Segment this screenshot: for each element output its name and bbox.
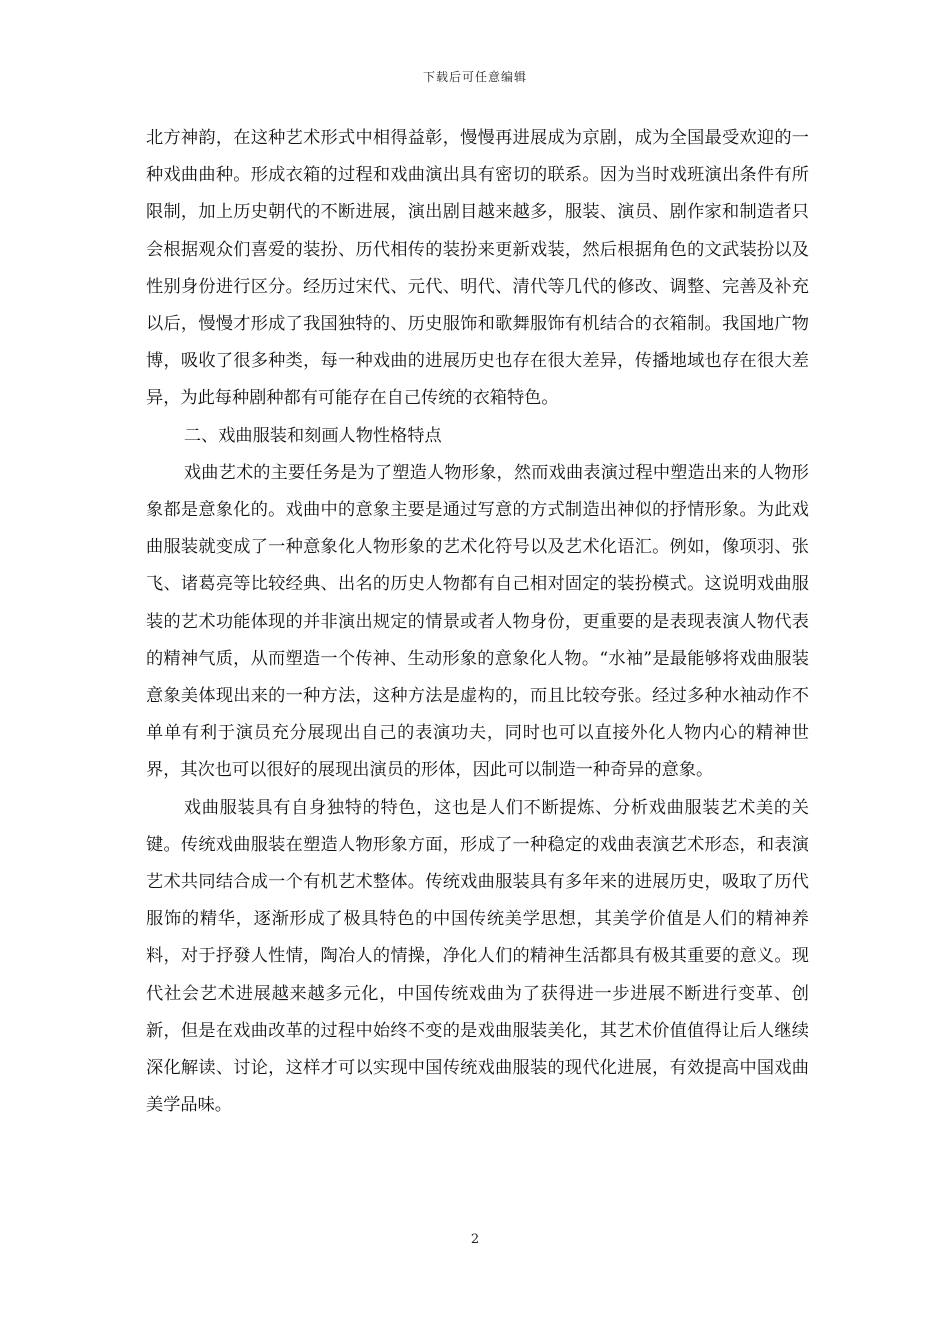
page-number: 2 [470,1232,480,1247]
page-header: 下载后可任意编辑 [422,70,527,84]
paragraph-character-imagery: 戏曲艺术的主要任务是为了塑造人物形象，然而戏曲表演过程中塑造出来的人物形象都是意象化的。戏曲中的意象主要是通过写意的方式制造出神似的抒情形象。为此戏曲服装就变成了一种意象化人物形象的艺术化符号以及艺术化语汇。例如，像项羽、张飞、诸葛亮等比较经典、出名的历史人物都有自己相对固定的装扮模式。这说明戏曲服装的艺术功能体现的并非演出规定的情景或者人物身份，更重要的是表现表演人物代表的精神气质，从而塑造一个传神、生动形象的意象化人物。“水袖”是最能够将戏曲服装意象美体现出来的一种方法，这种方法是虚构的，而且比较夸张。经过多种水袖动作不单单有利于演员充分展现出自己的表演功夫，同时也可以直接外化人物内心的精神世界，其次也可以很好的展现出演员的形体，因此可以制造一种奇异的意象。 [146,462,809,781]
section-heading: 二、戏曲服装和刻画人物性格特点 [183,425,442,446]
paragraph-intro: 北方神韵，在这种艺术形式中相得益彰，慢慢再进展成为京剧，成为全国最受欢迎的一种戏曲曲种。形成衣箱的过程和戏曲演出具有密切的联系。因为当时戏班演出条件有所限制，加上历史朝代的不断进展，演出剧目越来越多，服装、演员、剧作家和制造者只会根据观众们喜爱的装扮、历代相传的装扮来更新戏装，然后根据角色的文武装扮以及性别身份进行区分。经历过宋代、元代、明代、清代等几代的修改、调整、完善及补充以后，慢慢才形成了我国独特的、历史服饰和歌舞服饰有机结合的衣箱制。我国地广物博，吸收了很多种类，每一种戏曲的进展历史也存在很大差异，传播地域也存在很大差异，为此每种剧种都有可能存在自己传统的衣箱特色。 [146,128,809,409]
document-body [146,120,809,1124]
paragraph-aesthetic-value: 戏曲服装具有自身独特的特色，这也是人们不断提炼、分析戏曲服装艺术美的关键。传统戏曲服装在塑造人物形象方面，形成了一种稳定的戏曲表演艺术形态，和表演艺术共同结合成一个有机艺术整体。传统戏曲服装具有多年来的进展历史，吸取了历代服饰的精华，逐渐形成了极具特色的中国传统美学思想，其美学价值是人们的精神养料，对于抒發人性情，陶冶人的情操，净化人们的精神生活都具有极其重要的意义。现代社会艺术进展越来越多元化，中国传统戏曲为了获得进一步进展不断进行变革、创新，但是在戏曲改革的过程中始终不变的是戏曲服装美化，其艺术价值值得让后人继续深化解读、讨论，这样才可以实现中国传统戏曲服装的现代化进展，有效提高中国戏曲美学品味。 [146,797,809,1116]
